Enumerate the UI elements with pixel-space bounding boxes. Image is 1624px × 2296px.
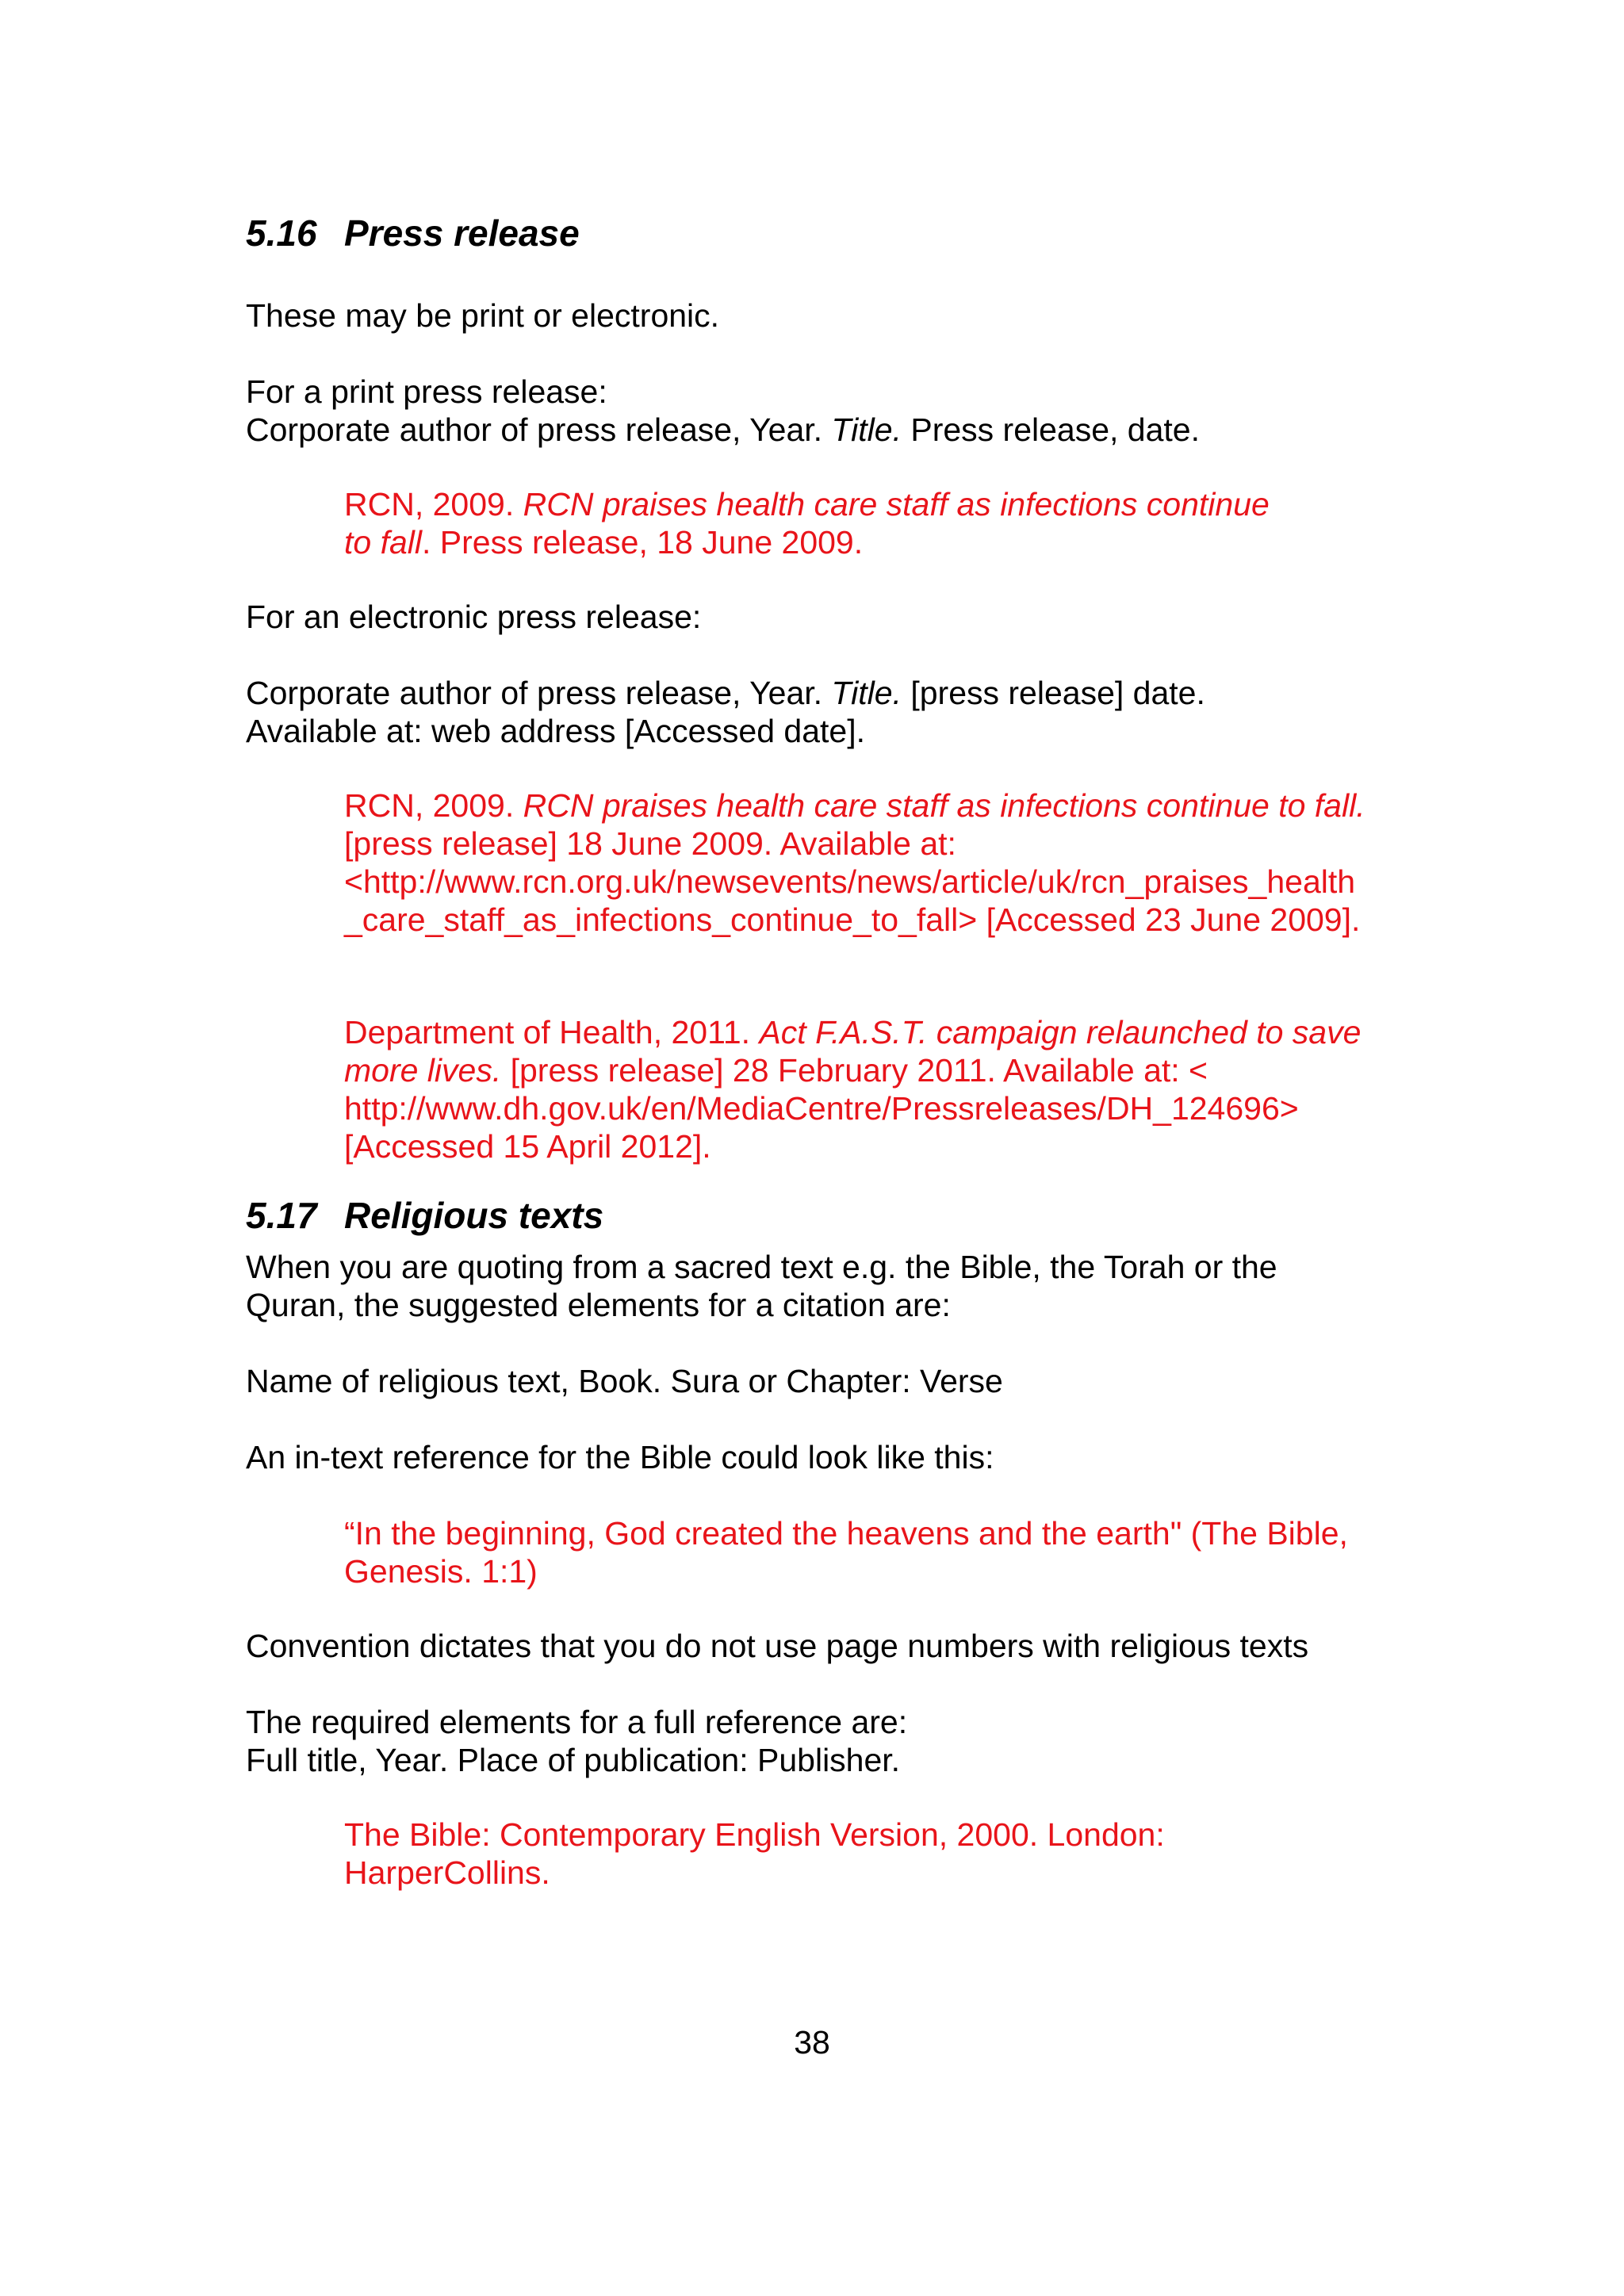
electronic-release-format-line-2: Available at: web address [Accessed date].	[246, 713, 865, 749]
example-title: RCN praises health care staff as infections continue to fall.	[523, 787, 1365, 824]
example-text: RCN, 2009.	[344, 787, 523, 824]
full-reference-example-line-1: The Bible: Contemporary English Version, 2000. London:	[344, 1816, 1165, 1853]
example-text: Department of Health, 2011.	[344, 1014, 760, 1050]
format-title: Title.	[831, 675, 902, 711]
electronic-example-1-line-4: _care_staff_as_infections_continue_to_fall> [Accessed 23 June 2009].	[344, 901, 1361, 938]
convention-note: Convention dictates that you do not use page numbers with religious texts	[246, 1628, 1309, 1664]
example-title: Act F.A.S.T. campaign relaunched to save	[759, 1014, 1362, 1050]
electronic-example-2-line-3: http://www.dh.gov.uk/en/MediaCentre/Pressreleases/DH_124696>	[344, 1090, 1299, 1127]
format-text: [press release] date.	[901, 675, 1205, 711]
full-reference-label: The required elements for a full reference are:	[246, 1704, 908, 1740]
section-title: Religious texts	[344, 1195, 604, 1236]
example-title: more lives.	[344, 1052, 502, 1089]
format-text: Press release, date.	[901, 411, 1200, 448]
electronic-example-2-line-1	[344, 1013, 1361, 1051]
page-number: 38	[794, 2024, 830, 2061]
religious-intro-line-2: Quran, the suggested elements for a citation are:	[246, 1287, 951, 1323]
example-text: RCN, 2009.	[344, 486, 523, 522]
intext-example-line-1: “In the beginning, God created the heavens and the earth" (The Bible,	[344, 1515, 1348, 1552]
electronic-example-2-line-2	[344, 1051, 1208, 1089]
electronic-release-format-line-1	[246, 674, 1205, 712]
electronic-example-1-line-2: [press release] 18 June 2009. Available at:	[344, 825, 956, 862]
example-title: to fall	[344, 524, 422, 561]
section-number: 5.16	[246, 212, 317, 254]
electronic-example-1-line-3: <http://www.rcn.org.uk/newsevents/news/article/uk/rcn_praises_health	[344, 863, 1356, 900]
section-title: Press release	[344, 212, 580, 254]
electronic-release-label: For an electronic press release:	[246, 599, 702, 635]
electronic-example-1-line-1	[344, 786, 1365, 825]
format-title: Title.	[831, 411, 902, 448]
print-release-format	[246, 411, 1200, 449]
intext-example-line-2: Genesis. 1:1)	[344, 1553, 538, 1590]
electronic-example-2-line-4: [Accessed 15 April 2012].	[344, 1128, 711, 1165]
section-heading-5-16	[246, 212, 580, 254]
example-title: RCN praises health care staff as infections continue	[523, 486, 1270, 522]
citation-elements: Name of religious text, Book. Sura or Chapter: Verse	[246, 1363, 1003, 1399]
format-text: Corporate author of press release, Year.	[246, 411, 832, 448]
intro-text: These may be print or electronic.	[246, 297, 720, 334]
intext-reference-label: An in-text reference for the Bible could look like this:	[246, 1439, 994, 1475]
full-reference-format: Full title, Year. Place of publication: Publisher.	[246, 1742, 901, 1778]
full-reference-example-line-2: HarperCollins.	[344, 1854, 550, 1891]
section-number: 5.17	[246, 1195, 317, 1236]
example-text: [press release] 28 February 2011. Available at: <	[501, 1052, 1208, 1089]
religious-intro-line-1: When you are quoting from a sacred text e.g. the Bible, the Torah or the	[246, 1249, 1277, 1285]
format-text: Corporate author of press release, Year.	[246, 675, 832, 711]
example-text: . Press release, 18 June 2009.	[422, 524, 864, 561]
section-heading-5-17	[246, 1194, 603, 1237]
print-release-label: For a print press release:	[246, 373, 607, 410]
print-example-line-1	[344, 485, 1270, 523]
print-example-line-2	[344, 523, 863, 561]
